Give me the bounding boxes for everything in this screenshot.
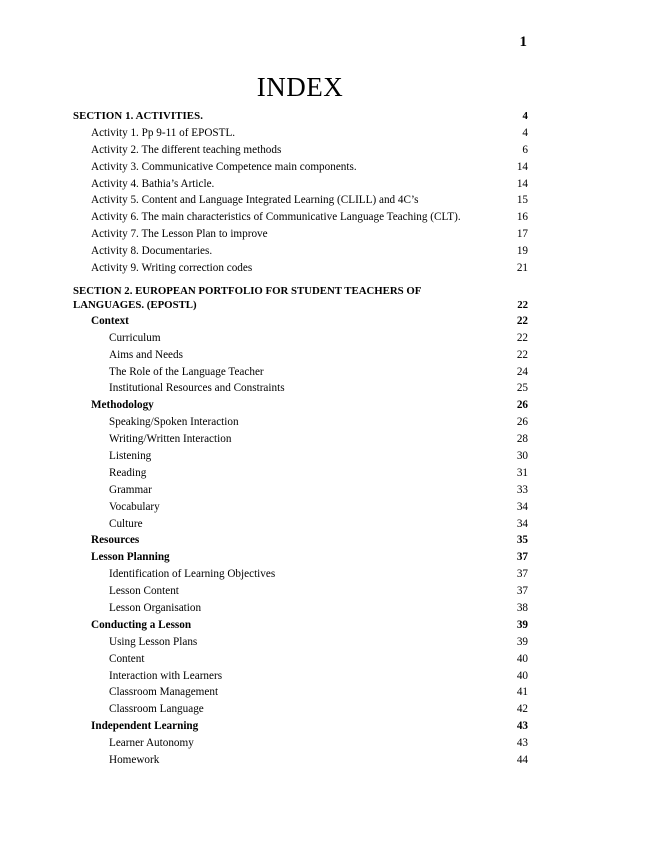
toc-entry-grammar[interactable] — [73, 482, 528, 499]
toc-page-number: 35 — [516, 534, 528, 547]
page-number: 1 — [519, 34, 527, 50]
toc-page-number: 19 — [516, 245, 528, 258]
toc-entry-curriculum[interactable] — [73, 330, 528, 347]
toc-page-number: 22 — [516, 314, 528, 327]
toc-entry-label: Learner Autonomy — [109, 737, 194, 750]
toc-page-number: 43 — [516, 737, 528, 750]
toc-section-2[interactable] — [73, 284, 528, 313]
toc-entry-activity-7[interactable] — [73, 226, 528, 243]
toc-entry-label: Interaction with Learners — [109, 669, 223, 682]
toc-entry-classroom-management[interactable] — [73, 685, 528, 702]
toc-page-number: 44 — [516, 754, 528, 767]
toc-subsection-label: Conducting a Lesson — [91, 618, 192, 631]
toc-entry-label: Reading — [109, 466, 147, 479]
toc-subsection-label: Context — [91, 314, 129, 327]
toc-page-number: 34 — [516, 500, 528, 513]
toc-entry-homework[interactable] — [73, 752, 528, 769]
toc-page-number: 26 — [516, 416, 528, 429]
toc-entry-listening[interactable] — [73, 448, 528, 465]
toc-page-number: 39 — [516, 635, 528, 648]
toc-entry-learning-objectives[interactable] — [73, 566, 528, 583]
toc-entry-classroom-language[interactable] — [73, 701, 528, 718]
toc-entry-activity-9[interactable] — [73, 260, 528, 277]
toc-entry-label: Grammar — [109, 483, 152, 496]
toc-entry-lesson-organisation[interactable] — [73, 600, 528, 617]
toc-subsection-resources[interactable] — [73, 532, 528, 549]
toc-section-label-line1: SECTION 2. EUROPEAN PORTFOLIO FOR STUDENT TEACHERS OF — [73, 284, 422, 297]
toc-section-label: SECTION 1. ACTIVITIES. — [73, 109, 204, 122]
toc-page-number: 26 — [516, 399, 528, 412]
toc-page-number: 22 — [516, 331, 528, 344]
toc-entry-label: Activity 4. Bathia’s Article. — [91, 177, 215, 190]
toc-entry-label: Culture — [109, 517, 143, 530]
toc-page-number: 33 — [516, 483, 528, 496]
table-of-contents — [73, 108, 528, 769]
toc-entry-label: Homework — [109, 754, 160, 767]
toc-page-number: 24 — [516, 365, 528, 378]
toc-page-number: 40 — [516, 669, 528, 682]
toc-entry-label: Listening — [109, 450, 152, 463]
toc-page-number: 39 — [516, 618, 528, 631]
toc-subsection-conducting-a-lesson[interactable] — [73, 617, 528, 634]
toc-entry-label: Speaking/Spoken Interaction — [109, 416, 239, 429]
toc-entry-label: Institutional Resources and Constraints — [109, 382, 285, 395]
toc-entry-label: Activity 3. Communicative Competence main components. — [91, 160, 357, 173]
toc-section-label-line2: LANGUAGES. (EPOSTL) — [73, 298, 197, 311]
toc-entry-learner-autonomy[interactable] — [73, 735, 528, 752]
toc-entry-activity-8[interactable] — [73, 243, 528, 260]
toc-entry-label: Activity 2. The different teaching methods — [91, 143, 282, 156]
toc-page-number: 41 — [516, 686, 528, 699]
toc-entry-activity-2[interactable] — [73, 142, 528, 159]
toc-page-number: 22 — [516, 348, 528, 361]
toc-subsection-label: Independent Learning — [91, 720, 199, 733]
toc-entry-label: Content — [109, 652, 145, 665]
toc-page-number: 17 — [516, 228, 528, 241]
toc-page-number: 31 — [516, 466, 528, 479]
toc-page-number: 22 — [517, 298, 528, 311]
toc-page-number: 34 — [516, 517, 528, 530]
toc-subsection-label: Lesson Planning — [91, 551, 170, 564]
toc-subsection-label: Resources — [91, 534, 140, 547]
toc-page-number: 14 — [516, 177, 528, 190]
toc-entry-activity-3[interactable] — [73, 159, 528, 176]
toc-entry-content[interactable] — [73, 651, 528, 668]
toc-entry-aims-and-needs[interactable] — [73, 347, 528, 364]
toc-entry-lesson-content[interactable] — [73, 583, 528, 600]
toc-page-number: 21 — [516, 262, 528, 274]
toc-page-number: 4 — [522, 126, 528, 139]
toc-entry-label: Activity 1. Pp 9-11 of EPOSTL. — [91, 126, 236, 139]
toc-entry-using-lesson-plans[interactable] — [73, 634, 528, 651]
toc-subsection-label: Methodology — [91, 399, 154, 412]
toc-entry-label: Lesson Organisation — [109, 602, 202, 615]
toc-entry-reading[interactable] — [73, 465, 528, 482]
toc-subsection-methodology[interactable] — [73, 397, 528, 414]
toc-entry-label: Classroom Management — [109, 686, 219, 699]
toc-entry-label: Using Lesson Plans — [109, 635, 198, 648]
toc-entry-label: Activity 7. The Lesson Plan to improve — [91, 228, 268, 241]
toc-entry-vocabulary[interactable] — [73, 499, 528, 516]
toc-entry-activity-4[interactable] — [73, 176, 528, 193]
toc-entry-label: Vocabulary — [109, 500, 160, 513]
toc-subsection-independent-learning[interactable] — [73, 718, 528, 735]
toc-page-number: 38 — [516, 602, 528, 615]
page-title: INDEX — [256, 72, 344, 102]
toc-entry-label: Writing/Written Interaction — [109, 433, 232, 446]
toc-entry-label: Curriculum — [109, 331, 161, 344]
toc-page-number: 14 — [516, 160, 528, 173]
toc-entry-label: Activity 9. Writing correction codes — [91, 262, 253, 274]
toc-page-number: 28 — [516, 433, 528, 446]
toc-page-number: 6 — [522, 143, 528, 156]
toc-entry-writing[interactable] — [73, 431, 528, 448]
toc-entry-label: The Role of the Language Teacher — [109, 365, 264, 378]
toc-entry-institutional-resources[interactable] — [73, 380, 528, 397]
toc-page-number: 37 — [516, 568, 528, 581]
toc-entry-speaking[interactable] — [73, 414, 528, 431]
toc-subsection-context[interactable] — [73, 313, 528, 330]
toc-page-number: 37 — [516, 551, 528, 564]
toc-entry-label: Identification of Learning Objectives — [109, 568, 276, 581]
toc-page-number: 40 — [516, 652, 528, 665]
toc-entry-label: Lesson Content — [109, 585, 179, 598]
toc-subsection-lesson-planning[interactable] — [73, 549, 528, 566]
toc-page-number: 37 — [516, 585, 528, 598]
toc-entry-role-of-teacher[interactable] — [73, 364, 528, 381]
toc-entry-interaction-with-learners[interactable] — [73, 668, 528, 685]
toc-page-number: 4 — [522, 109, 528, 122]
toc-entry-activity-5[interactable] — [73, 192, 528, 209]
toc-entry-label: Activity 6. The main characteristics of Communicative Language Teaching (CLT). — [91, 211, 461, 224]
toc-entry-culture[interactable] — [73, 516, 528, 533]
toc-page-number: 42 — [516, 703, 528, 716]
toc-entry-activity-6[interactable] — [73, 209, 528, 226]
toc-entry-activity-1[interactable] — [73, 125, 528, 142]
toc-entry-label: Aims and Needs — [109, 348, 183, 361]
toc-entry-label: Classroom Language — [109, 703, 204, 716]
toc-page-number: 25 — [516, 382, 528, 395]
toc-section-1[interactable] — [73, 108, 528, 125]
toc-page-number: 16 — [516, 211, 528, 224]
toc-entry-label: Activity 8. Documentaries. — [91, 245, 213, 258]
toc-page-number: 43 — [516, 720, 528, 733]
toc-entry-label: Activity 5. Content and Language Integrated Learning (CLILL) and 4C’s — [91, 194, 419, 207]
toc-page-number: 15 — [516, 194, 528, 207]
toc-page-number: 30 — [516, 450, 528, 463]
